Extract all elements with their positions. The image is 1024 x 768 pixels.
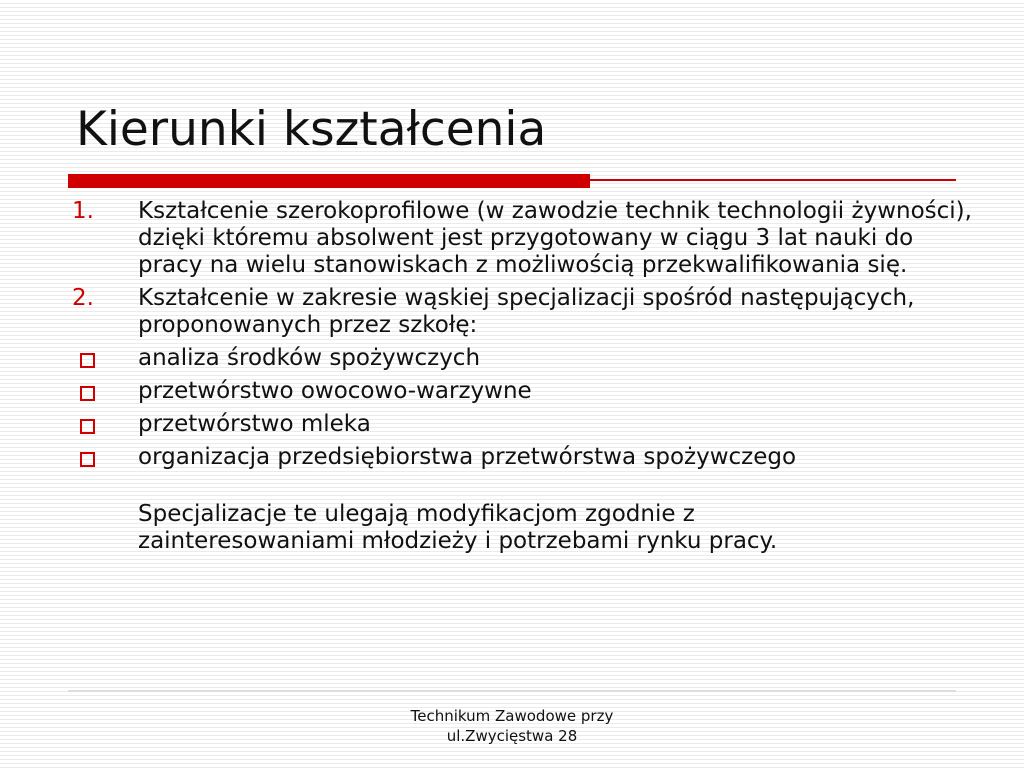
footer-divider — [68, 690, 956, 692]
footer-line-1: Technikum Zawodowe przy — [410, 707, 614, 725]
item-text: przetwórstwo owocowo-warzywne — [138, 378, 532, 404]
item-text: Kształcenie szerokoprofilowe (w zawodzie technik technologii żywności), dzięki któremu absolwent jest przygotowany w ciągu 3 lat nauki do pracy na wielu stanowiskach z możliwością przekwalifikowania się. — [138, 198, 972, 278]
number-marker: 2. — [72, 285, 94, 311]
item-text: analiza środków spożywczych — [138, 345, 481, 371]
number-marker: 1. — [72, 198, 94, 224]
title-underline-thick — [68, 174, 590, 188]
bullet-item-1 — [72, 345, 972, 372]
square-bullet-icon — [80, 353, 95, 368]
title-underline — [68, 174, 956, 188]
specialization-note: Specjalizacje te ulegają modyfikacjom zgodnie z zainteresowaniami młodzieży i potrzebami rynku pracy. — [138, 501, 778, 554]
item-text: Kształcenie w zakresie wąskiej specjalizacji spośród następujących, proponowanych przez szkołę: — [138, 285, 915, 338]
numbered-item-1 — [72, 198, 972, 279]
square-bullet-icon — [80, 386, 95, 401]
numbered-item-2 — [72, 285, 972, 339]
square-bullet-icon — [80, 419, 95, 434]
item-text: organizacja przedsiębiorstwa przetwórstwa spożywczego — [138, 444, 797, 470]
footer — [312, 706, 712, 746]
bullet-item-3 — [72, 411, 972, 438]
bullet-item-4 — [72, 444, 972, 471]
item-text: przetwórstwo mleka — [138, 411, 371, 437]
title-underline-thin — [590, 179, 956, 181]
bullet-item-2 — [72, 378, 972, 405]
square-bullet-icon — [80, 452, 95, 467]
slide-title: Kierunki kształcenia — [76, 102, 547, 157]
slide-body — [72, 198, 972, 555]
footer-line-2: ul.Zwycięstwa 28 — [446, 727, 578, 745]
